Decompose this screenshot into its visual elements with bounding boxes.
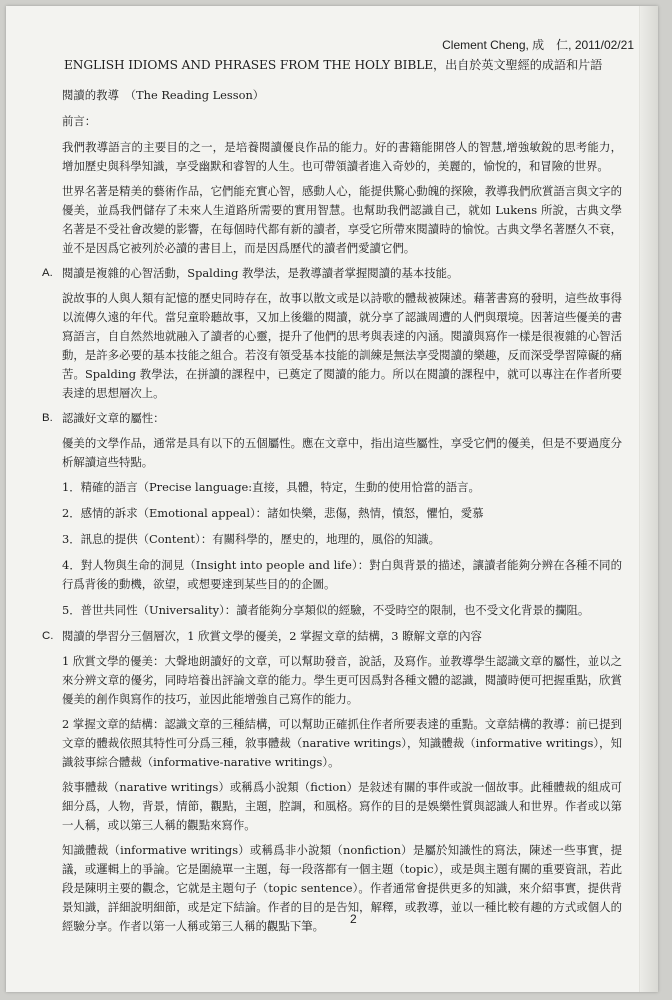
section-c-heading bbox=[42, 627, 602, 646]
document-body bbox=[42, 86, 622, 942]
section-b-intro: 優美的文學作品，通常是具有以下的五個屬性。應在文章中，指出這些屬性，享受它們的優美，但是不要過度分析解讀這些特點。 bbox=[62, 436, 622, 469]
preface-paragraph-1: 我們教導語言的主要目的之一，是培養閱讀優良作品的能力。好的書籍能開啓人的智慧,增強敏銳的思考能力，增加歷史與科學知識，享受幽默和睿智的人生。也可帶領讀者進入奇妙的，美麗的，愉悅的，和冒險的世界。 bbox=[62, 140, 622, 173]
section-c-title: 閱讀的學習分三個層次，1 欣賞文學的優美，2 掌握文章的結構，3 瞭解文章的內容 bbox=[62, 629, 482, 643]
section-b-heading bbox=[42, 409, 602, 428]
section-a-paragraph: 說故事的人與人類有記憶的歷史同時存在，故事以散文或是以詩歌的體裁被陳述。藉著書寫的發明，這些故事得以流傳久遠的年代。當兒童聆聽故事，又加上後繼的閱讀，就分享了認識周遭的人們與環境。因著這些優美的書寫語言，自自然然地就融入了讀者的心靈，提升了他們的思考與表達的內涵。閱讀與寫作一樣是很複雜的心智活動，是許多必要的基本技能之組合。若沒有領受基本技能的訓練是無法享受閱讀的樂趣，反而深受學習障礙的痛苦。Spalding 教學法，在拼讀的課程中，已奠定了閱讀的能力。所以在閱讀的課程中，就可以專注在作者所要表達的思想層次上。 bbox=[62, 291, 622, 400]
author-date-line: Clement Cheng, 成 仁, 2011/02/21 bbox=[442, 38, 634, 52]
page-number: 2 bbox=[350, 912, 357, 926]
section-c-paragraph-1: 1 欣賞文學的優美：大聲地朗讀好的文章，可以幫助發音，說話，及寫作。並教導學生認識文章的屬性，並以之來分辨文章的優劣，同時培養出評論文章的能力。學生更可因爲對各種文體的認識，閱讀時便可把握重點，欣賞優美的創作與寫作的技巧，並因此能增強自己寫作的能力。 bbox=[62, 654, 622, 706]
preface-label: 前言： bbox=[62, 114, 97, 128]
section-b-title: 認識好文章的屬性： bbox=[62, 411, 165, 425]
preface-paragraph-2: 世界名著是精美的藝術作品，它們能充實心智，感動人心，能提供驚心動魄的探險，教導我們欣賞語言與文字的優美，並爲我們儲存了未來人生道路所需要的實用智慧。也幫助我們認識自己，就如 Lukens 所說，古典文學名著是不受社會改變的影響，在每個時代都有新的讀者，享受它所帶來閱讀時的愉悅。古典文學名著歷久不衰，並不是因爲它被列於必讀的書目上，而是因爲歷代的讀者們愛讀它們。 bbox=[62, 184, 622, 255]
section-c-paragraph-3: 敍事體裁（narative writings）或稱爲小說類（fiction）是敍述有關的事件或說一個故事。此種體裁的組成可細分爲，人物，背景，情節，觀點，主題，腔調，和風格。寫作的目的是娛樂性質與認識人和世界。作者或以第一人稱，或以第三人稱的觀點來寫作。 bbox=[62, 780, 622, 832]
section-a-title: 閱讀是複雜的心智活動，Spalding 教學法，是教導讀者掌握閱讀的基本技能。 bbox=[62, 266, 459, 280]
page-edge-shadow bbox=[639, 6, 658, 992]
section-c-label: C. bbox=[42, 630, 54, 642]
attribute-item: 4．對人物與生命的洞見（Insight into people and life）：對白與背景的描述，讓讀者能夠分辨在各種不同的行爲背後的動機，欲望，或想要達到某些目的的企圖。 bbox=[62, 558, 622, 591]
section-c-paragraph-4: 知識體裁（informative writings）或稱爲非小說類（nonfiction）是屬於知識性的寫法，陳述一些事實，提議，或邏輯上的爭論。它是圍繞單一主題，每一段落都有一個主題（topic），或是與主題有關的重要資訊，若此段是陳明主要的觀念，它就是主題句子（topic sentence）。作者通常會提供更多的知識，來介紹事實，提供背景知識，詳細說明細節，或是定下結論。作者的目的是告知，解釋，或教導，並以一種比較有趣的方式或個人的經驗分享。作者以第一人稱或第三人稱的觀點下筆。 bbox=[62, 843, 622, 933]
document-page bbox=[6, 6, 658, 992]
document-title: ENGLISH IDIOMS AND PHRASES FROM THE HOLY BIBLE，出自於英文聖經的成語和片語 bbox=[64, 58, 603, 72]
attribute-item: 3．訊息的提供（Content）：有關科學的，歷史的，地理的，風俗的知識。 bbox=[62, 532, 441, 546]
attribute-item: 2．感情的訴求（Emotional appeal）：諸如快樂，悲傷，熱情，憤怒，懼怕，愛慕 bbox=[62, 506, 484, 520]
section-b-label: B. bbox=[42, 412, 53, 424]
section-a-label: A. bbox=[42, 267, 53, 279]
attribute-item: 5．普世共同性（Universality）：讀者能夠分享類似的經驗，不受時空的限制，也不受文化背景的攔阻。 bbox=[62, 603, 590, 617]
section-c-paragraph-2: 2 掌握文章的結構：認識文章的三種結構，可以幫助正確抓住作者所要表達的重點。文章結構的教導：前已提到文章的體裁依照其特性可分爲三種，敘事體裁（narative writings），知識體裁（informative writings），知識敍事綜合體裁（informative-narative writings）。 bbox=[62, 717, 622, 769]
section-a-heading bbox=[42, 264, 602, 283]
lesson-heading: 閱讀的教導 （The Reading Lesson） bbox=[62, 88, 265, 102]
attribute-item: 1．精確的語言（Precise language:直接，具體，特定，生動的使用恰當的語言。 bbox=[62, 480, 480, 494]
